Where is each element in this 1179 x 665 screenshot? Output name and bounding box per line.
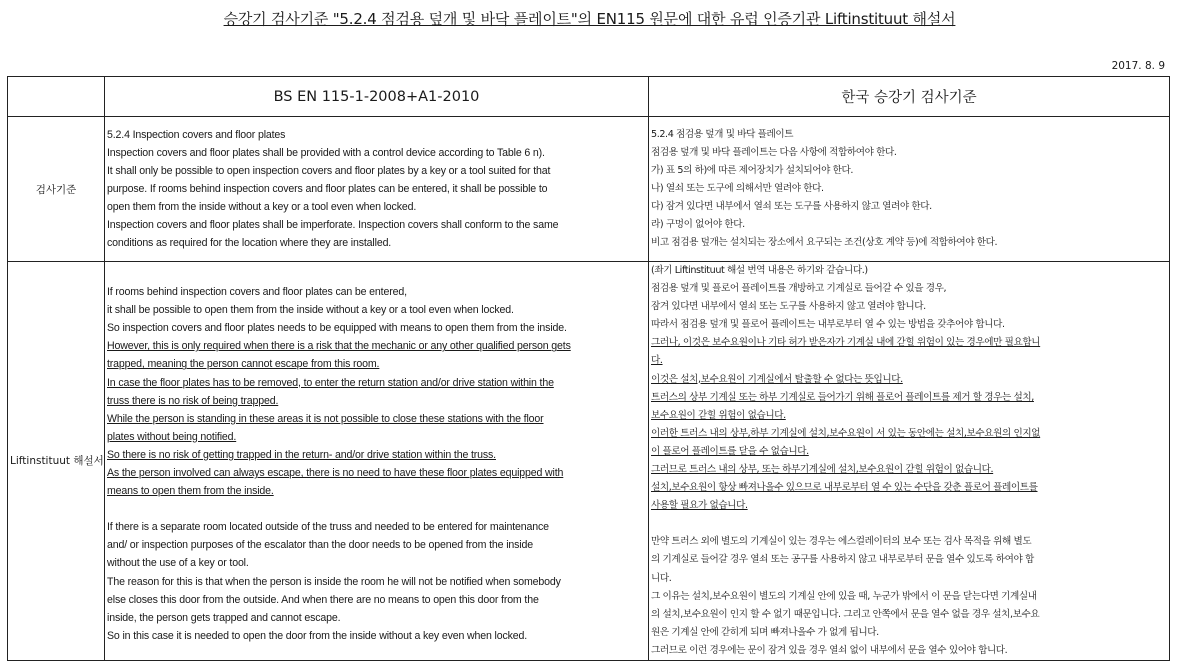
text-line: 가) 표 5의 하)에 따른 제어장치가 설치되어야 한다. bbox=[651, 164, 854, 176]
text-line: If there is a separate room located outside of the truss and needed to be entered for maintenance bbox=[107, 521, 549, 534]
text-line: 따라서 점검용 덮개 및 플로어 플레이트는 내부로부터 열 수 있는 방법을 갖추어야 합니다. bbox=[651, 319, 1005, 331]
text-line: conditions as required for the location where they are installed. bbox=[107, 237, 392, 250]
text-line: Inspection covers and floor plates shall be imperforate. Inspection covers shall conform to the same bbox=[107, 219, 559, 232]
text-line: 니다. bbox=[651, 572, 672, 584]
text-line: Inspection covers and floor plates shall be provided with a control device according to Table 6 n). bbox=[107, 146, 545, 159]
text-line: inside, the person gets trapped and cannot escape. bbox=[107, 611, 341, 624]
paragraph-gap bbox=[651, 515, 1167, 533]
text-line: open them from the inside without a key or a tool even when locked. bbox=[107, 201, 417, 214]
text-line: 사용할 필요가 없습니다. bbox=[651, 500, 748, 512]
row1-kr-text bbox=[649, 117, 1170, 262]
text-line: and/ or inspection purposes of the escalator than the door needs to be opened from the inside bbox=[107, 539, 533, 552]
text-line: truss there is no risk of being trapped. bbox=[107, 394, 279, 407]
inspection-standard-row bbox=[8, 117, 1170, 262]
row-label-inspection-standard: 검사기준 bbox=[8, 117, 105, 262]
row2-kr-text bbox=[649, 262, 1170, 661]
row-label-liftinstituut: Liftinstituut 해설서 bbox=[8, 262, 105, 661]
text-line: It shall only be possible to open inspection covers and floor plates by a key or a tool suited for that bbox=[107, 164, 551, 177]
text-line: 의 기계실로 들어갈 경우 열쇠 또는 공구를 사용하지 않고 내부로부터 문을 열수 있도록 하여야 합 bbox=[651, 554, 1034, 566]
liftinstituut-commentary-row bbox=[8, 262, 1170, 661]
text-line: 보수요원이 갇힐 위험이 없습니다. bbox=[651, 409, 786, 421]
paragraph-gap bbox=[107, 500, 646, 518]
text-line: 그러나, 이것은 보수요원이나 기타 허가 받은자가 기계실 내에 갇힐 위험이 있는 경우에만 필요합니 bbox=[651, 337, 1041, 349]
text-line: purpose. If rooms behind inspection covers and floor plates can be entered, it shall be possible to bbox=[107, 182, 548, 195]
text-line: 잠겨 있다면 내부에서 열쇠 또는 도구를 사용하지 않고 열려야 합니다. bbox=[651, 301, 926, 313]
text-line: In case the floor plates has to be removed, to enter the return station and/or drive station within the bbox=[107, 376, 554, 389]
text-line: So there is no risk of getting trapped in the return- and/or drive station within the truss. bbox=[107, 448, 496, 461]
text-line: else closes this door from the outside. And when there are no means to open this door from the bbox=[107, 593, 539, 606]
text-line: The reason for this is that when the person is inside the room he will not be notified when somebody bbox=[107, 575, 561, 588]
text-line: 설치,보수요원이 항상 빠져나올수 있으므로 내부로부터 열 수 있는 수단을 갖춘 플로어 플레이트를 bbox=[651, 482, 1038, 494]
text-line: 만약 트러스 외에 별도의 기계실이 있는 경우는 에스컬레이터의 보수 또는 검사 목적을 위해 별도 bbox=[651, 536, 1032, 548]
document-date: 2017. 8. 9 bbox=[1111, 60, 1165, 72]
text-line: 원은 기계실 안에 갇히게 되며 빠져나올수 가 없게 됩니다. bbox=[651, 626, 879, 638]
header-en-standard: BS EN 115-1-2008+A1-2010 bbox=[105, 77, 649, 117]
text-line: 이것은 설치,보수요원이 기계실에서 탈출할 수 없다는 뜻입니다. bbox=[651, 373, 903, 385]
row2-en-text bbox=[105, 262, 649, 661]
text-line: 다) 잠겨 있다면 내부에서 열쇠 또는 도구를 사용하지 않고 열려야 한다. bbox=[651, 201, 932, 213]
text-line: 다. bbox=[651, 355, 663, 367]
text-line: So in this case it is needed to open the door from the inside without a key even when locked. bbox=[107, 629, 528, 642]
document-title: 승강기 검사기준 "5.2.4 점검용 덮개 및 바닥 플레이트"의 EN115 원문에 대한 유럽 인증기관 Liftinstituut 해설서 bbox=[223, 10, 956, 28]
text-line: 이러한 트러스 내의 상부,하부 기계실에 설치,보수요원이 서 있는 동안에는 설치,보수요원의 인지없 bbox=[651, 427, 1041, 439]
text-line: (좌기 Liftinstituut 해설 번역 내용은 하기와 같습니다.) bbox=[651, 265, 868, 276]
text-line: 5.2.4 Inspection covers and floor plates bbox=[107, 128, 286, 141]
header-empty-cell bbox=[8, 77, 105, 117]
text-line: 의 설치,보수요원이 인지 할 수 없기 때문입니다. 그리고 안쪽에서 문을 열수 없을 경우 설치,보수요 bbox=[651, 608, 1040, 620]
text-line: While the person is standing in these areas it is not possible to close these stations with the floor bbox=[107, 412, 544, 425]
text-line: it shall be possible to open them from the inside without a key or a tool even when locked. bbox=[107, 304, 514, 317]
text-line: 점검용 덮개 및 플로어 플레이트를 개방하고 기계실로 들어갈 수 있을 경우, bbox=[651, 283, 947, 295]
text-line: 그러므로 이런 경우에는 문이 잠겨 있을 경우 열쇠 없이 내부에서 문을 열수 있어야 합니다. bbox=[651, 644, 1008, 656]
text-line: means to open them from the inside. bbox=[107, 485, 274, 498]
text-line: As the person involved can always escape, there is no need to have these floor plates equipped with bbox=[107, 467, 564, 480]
text-line: 트러스의 상부 기계실 또는 하부 기계실로 들어가기 위해 플로어 플레이트를 제거 할 경우는 설치, bbox=[651, 391, 1034, 403]
header-kr-standard: 한국 승강기 검사기준 bbox=[649, 77, 1170, 117]
text-line: 나) 열쇠 또는 도구에 의해서만 열려야 한다. bbox=[651, 182, 824, 194]
comparison-table bbox=[7, 76, 1170, 661]
text-line: 라) 구멍이 없어야 한다. bbox=[651, 219, 745, 231]
text-line: However, this is only required when there is a risk that the mechanic or any other qualified person gets bbox=[107, 340, 571, 353]
text-line: 그러므로 트러스 내의 상부, 또는 하부기계실에 설치,보수요원이 갇힐 위험이 없습니다. bbox=[651, 464, 994, 476]
header-row bbox=[8, 77, 1170, 117]
text-line: plates without being notified. bbox=[107, 430, 237, 443]
text-line: trapped, meaning the person cannot escape from this room. bbox=[107, 358, 380, 371]
text-line: without the use of a key or tool. bbox=[107, 557, 249, 570]
text-line: 비고 점검용 덮개는 설치되는 장소에서 요구되는 조건(상호 계약 등)에 적합하여야 한다. bbox=[651, 237, 998, 249]
text-line: 그 이유는 설치,보수요원이 별도의 기계실 안에 있을 때, 누군가 밖에서 이 문을 닫는다면 기계실내 bbox=[651, 590, 1037, 602]
text-line: If rooms behind inspection covers and floor plates can be entered, bbox=[107, 286, 407, 299]
text-line: So inspection covers and floor plates needs to be equipped with means to open them from the inside. bbox=[107, 322, 567, 335]
row1-en-text bbox=[105, 117, 649, 262]
text-line: 이 플로어 플레이트를 닫을 수 없습니다. bbox=[651, 445, 809, 457]
text-line: 점검용 덮개 및 바닥 플레이트는 다음 사항에 적합하여야 한다. bbox=[651, 146, 897, 158]
text-line: 5.2.4 점검용 덮개 및 바닥 플레이트 bbox=[651, 128, 794, 140]
